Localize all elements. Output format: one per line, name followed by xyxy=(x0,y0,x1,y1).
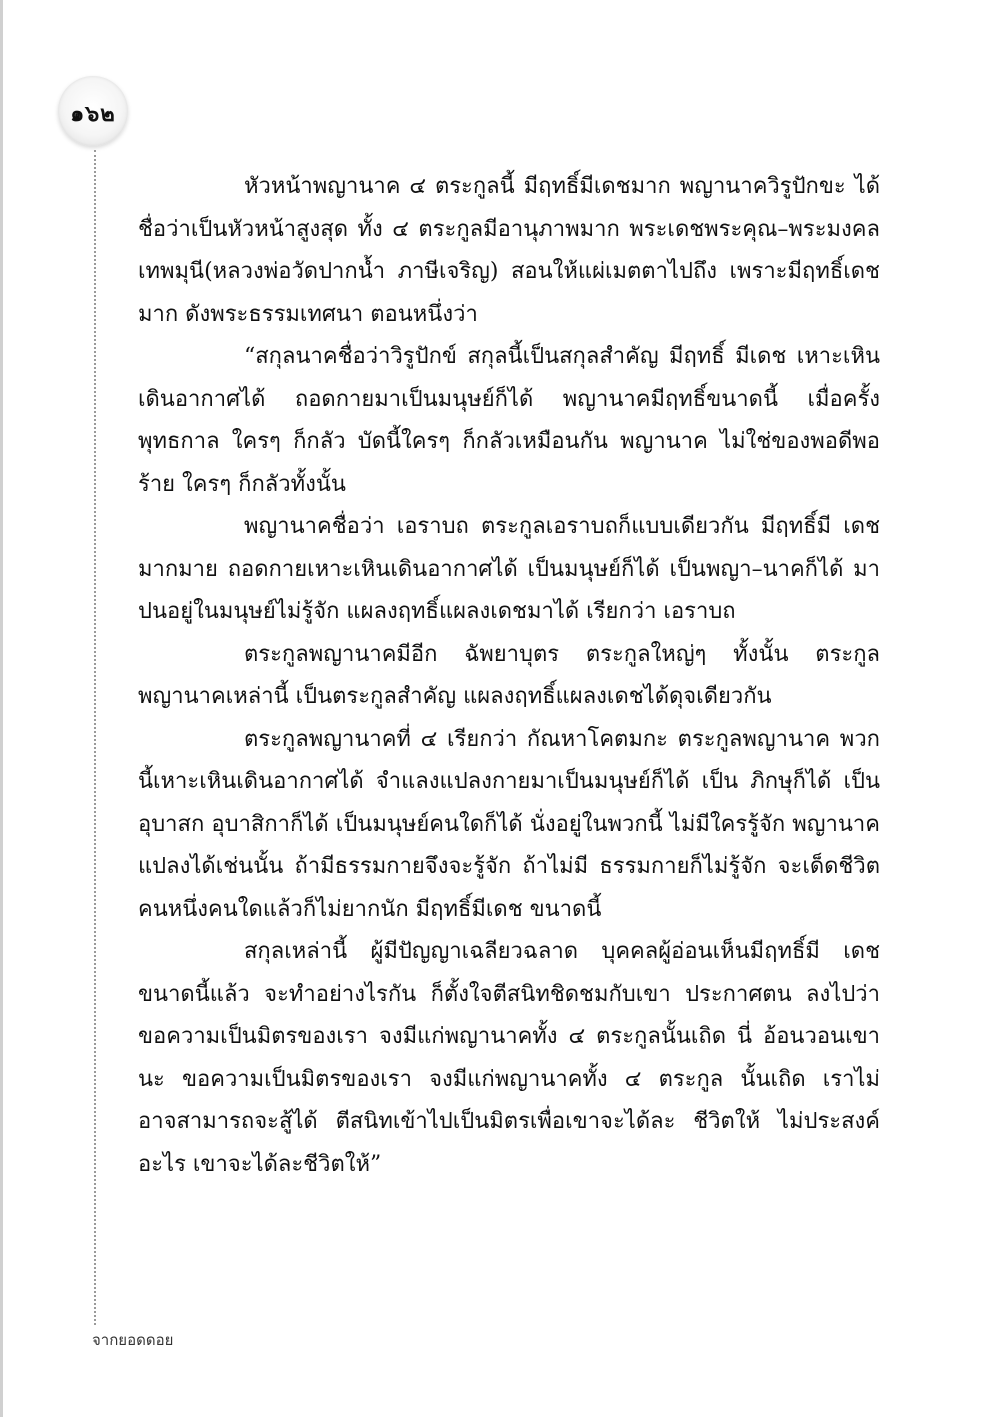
paragraph: สกุลเหล่านี้ ผู้มีปัญญาเฉลียวฉลาด บุคคลผู้อ่อนเห็นมีฤทธิ์มี เดชขนาดนี้แล้ว จะทำอย่างไรกัน ก็ตั้งใจตีสนิทชิดชมกับเขา ประกาศตน ลงไปว่า ขอความเป็นมิตรของเรา จงมีแก่พญานาคทั้ง ๔ ตระกูลนั้นเถิด นี่ อ้อนวอนเขานะ ขอความเป็นมิตรของเรา จงมีแก่พญานาคทั้ง ๔ ตระกูล นั้นเถิด เราไม่อาจสามารถจะสู้ได้ ตีสนิทเข้าไปเป็นมิตรเพื่อเขาจะได้ละ ชีวิตให้ ไม่ประสงค์อะไร เขาจะได้ละชีวิตให้” xyxy=(138,939,880,1177)
paragraph: พญานาคชื่อว่า เอราบถ ตระกูลเอราบถก็แบบเดียวกัน มีฤทธิ์มี เดชมากมาย ถอดกายเหาะเหินเดินอากาศได้ เป็นมนุษย์ก็ได้ เป็นพญา–นาคก็ได้ มาปนอยู่ในมนุษย์ไม่รู้จัก แผลงฤทธิ์แผลงเดชมาได้ เรียกว่า เอราบถ xyxy=(138,514,880,624)
paragraph: ตระกูลพญานาคที่ ๔ เรียกว่า กัณหาโคตมกะ ตระกูลพญานาค พวกนี้เหาะเหินเดินอากาศได้ จำแลงแปลงกายมาเป็นมนุษย์ก็ได้ เป็น ภิกษุก็ได้ เป็นอุบาสก อุบาสิกาก็ได้ เป็นมนุษย์คนใดก็ได้ นั่งอยู่ในพวกนี้ ไม่มีใครรู้จัก พญานาคแปลงได้เช่นนั้น ถ้ามีธรรมกายจึงจะรู้จัก ถ้าไม่มี ธรรมกายก็ไม่รู้จัก จะเด็ดชีวิตคนหนึ่งคนใดแล้วก็ไม่ยากนัก มีฤทธิ์มีเดช ขนาดนี้ xyxy=(138,726,880,922)
book-title-footer: จากยอดดอย xyxy=(92,1331,174,1349)
page-number: ๑๖๒ xyxy=(70,102,116,127)
page-edge xyxy=(0,0,3,1417)
paragraph: หัวหน้าพญานาค ๔ ตระกูลนี้ มีฤทธิ์มีเดชมาก พญานาควิรูปักขะ ได้ชื่อว่าเป็นหัวหน้าสูงสุด ทั้ง ๔ ตระกูลมีอานุภาพมาก พระเดชพระคุณ–พระมงคลเทพมุนี(หลวงพ่อวัดปากน้ำ ภาษีเจริญ) สอนให้แผ่เมตตาไปถึง เพราะมีฤทธิ์เดชมาก ดังพระธรรมเทศนา ตอนหนึ่งว่า xyxy=(138,174,880,327)
body-text xyxy=(138,166,880,1286)
paragraph: ตระกูลพญานาคมีอีก ฉัพยาบุตร ตระกูลใหญ่ๆ ทั้งนั้น ตระกูล พญานาคเหล่านี้ เป็นตระกูลสำคัญ แผลงฤทธิ์แผลงเดชได้ดุจเดียวกัน xyxy=(138,641,880,709)
margin-dotted-rule xyxy=(94,150,96,1325)
paragraph: “สกุลนาคชื่อว่าวิรูปักข์ สกุลนี้เป็นสกุลสำคัญ มีฤทธิ์ มีเดช เหาะเหินเดินอากาศได้ ถอดกายมาเป็นมนุษย์ก็ได้ พญานาคมีฤทธิ์ขนาดนี้ เมื่อครั้งพุทธกาล ใครๆ ก็กลัว บัดนี้ใครๆ ก็กลัวเหมือนกัน พญานาค ไม่ใช่ของพอดีพอร้าย ใครๆ ก็กลัวทั้งนั้น xyxy=(138,344,880,497)
